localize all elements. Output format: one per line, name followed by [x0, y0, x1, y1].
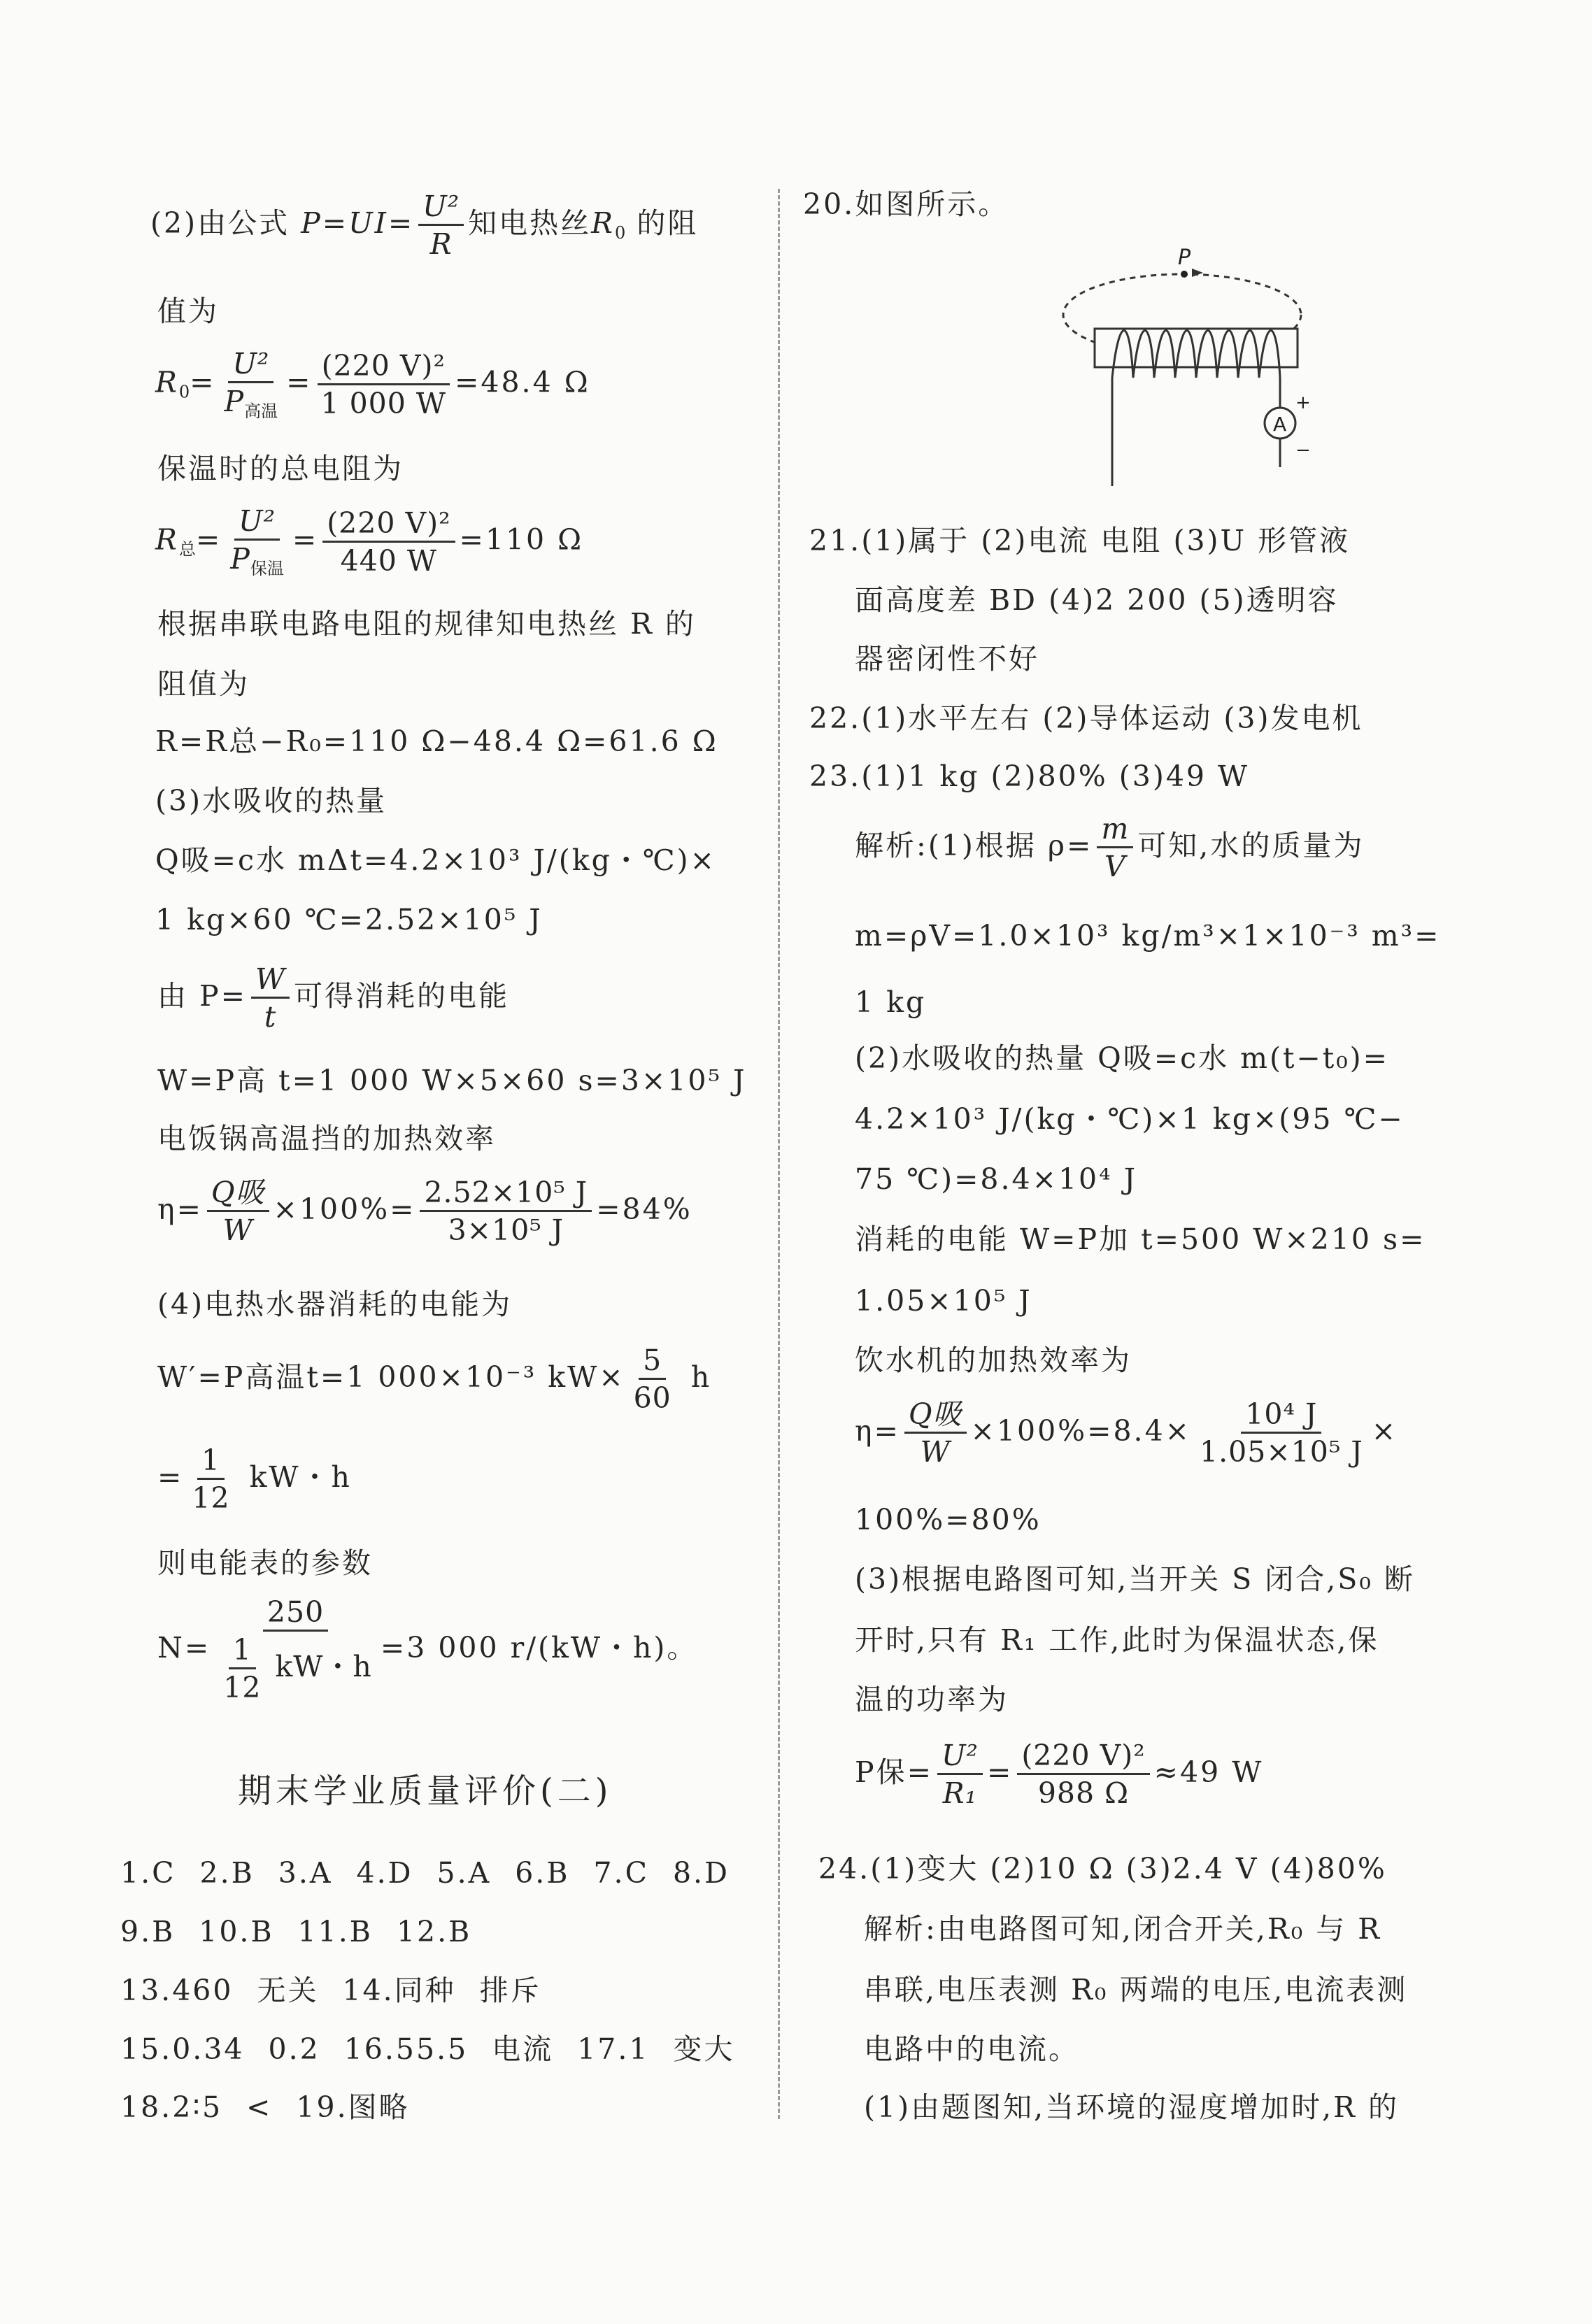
ammeter-label: A [1273, 413, 1287, 436]
point-p-label: P [1178, 245, 1191, 270]
minus-sign: − [1295, 440, 1311, 461]
line-text: 电饭锅高温挡的加热效率 [157, 1122, 496, 1155]
line-formula: R=R总−R₀=110 Ω−48.4 Ω=61.6 Ω [155, 725, 718, 758]
line-formula: m=ρV=1.0×10³ kg/m³×1×10⁻³ m³= [855, 919, 1441, 953]
line-text: (3)水吸收的热量 [155, 784, 388, 818]
line-q24: 24.(1)变大 (2)10 Ω (3)2.4 V (4)80% [818, 1852, 1387, 1885]
line-formula: 75 ℃)=8.4×10⁴ J [855, 1162, 1138, 1196]
answers-row-5: 18.2∶5 < 19.图略 [120, 2090, 410, 2124]
line-formula: W=P高 t=1 000 W×5×60 s=3×10⁵ J [157, 1064, 747, 1097]
line-power-formula: P保= $\frac{\text{U²}}{\text{R₁}}$ = $\frac{\text{(220 V)²}}{988 \Omega}$ ≈49 W [855, 1739, 1264, 1810]
line-formula-w-prime: W′=P高温t=1 000×10⁻³ kW× $\frac{5}{60}$ h [157, 1343, 712, 1415]
column-divider [778, 189, 780, 2119]
line-text: 值为 [157, 294, 219, 328]
line-text: 电路中的电流。 [864, 2032, 1079, 2066]
line-density-formula: 解析:(1)根据 ρ= $\frac{m}{V}$ 可知,水的质量为 [855, 812, 1365, 883]
plus-sign: + [1295, 392, 1311, 413]
left-column [0, 0, 776, 2324]
line-formula: 1 kg×60 ℃=2.52×10⁵ J [155, 903, 543, 936]
line-text: 饮水机的加热效率为 [855, 1343, 1132, 1377]
line-formula-w: 由 P= $\frac{W}{t}$ 可得消耗的电能 [157, 962, 510, 1034]
line-formula: (2)水吸收的热量 Q吸=c水 m(t−t₀)= [855, 1041, 1390, 1075]
line-text: 开时,只有 R₁ 工作,此时为保温状态,保 [855, 1623, 1379, 1657]
line-text: 根据串联电路电阻的规律知电热丝 R 的 [157, 607, 696, 641]
line-text: (1)由题图知,当环境的湿度增加时,R 的 [864, 2090, 1400, 2124]
line-q21: 21.(1)属于 (2)电流 电阻 (3)U 形管液 [809, 524, 1351, 557]
line-text: 面高度差 BD (4)2 200 (5)透明容 [855, 583, 1339, 617]
compass-point [1181, 271, 1188, 278]
line-formula: 100%=80% [855, 1503, 1042, 1537]
line-text: (3)根据电路图可知,当开关 S 闭合,S₀ 断 [855, 1562, 1415, 1596]
line-formula-n: N= 250 $\frac{1}{12}$ kW・h =3 000 r/(kW・h)。 [157, 1595, 698, 1704]
line-efficiency-formula: η= $\frac{\text{Q吸}}{W}$ ×100%=8.4× $\frac{\text{10⁴ J}}{\text{1.05×10⁵ J}}$ × [855, 1397, 1398, 1469]
fraction-u2-r: $\frac{\text{U²}}{R}$ [418, 192, 464, 259]
section-heading: 期末学业质量评价(二) [238, 1771, 613, 1811]
line-formula-power: (2)由公式 P=UI= $\frac{\text{U²}}{R}$ 知电热丝$R_0$ 的阻 [150, 190, 699, 261]
line-formula: 消耗的电能 W=P加 t=500 W×210 s= [855, 1222, 1426, 1256]
line-q20: 20.如图所示。 [803, 187, 1009, 221]
answers-row-4: 15.0.34 0.2 16.55.5 电流 17.1 变大 [120, 2032, 735, 2066]
line-formula: 1.05×10⁵ J [855, 1284, 1032, 1318]
line-text: 阻值为 [157, 667, 250, 701]
answers-row-2: 9.B 10.B 11.B 12.B [120, 1915, 472, 1948]
field-arrow-icon [1192, 269, 1203, 277]
line-q23: 23.(1)1 kg (2)80% (3)49 W [809, 760, 1250, 793]
right-column [783, 0, 1592, 2324]
line-text: 解析:由电路图可知,闭合开关,R₀ 与 R [864, 1912, 1382, 1946]
line-text: (4)电热水器消耗的电能为 [157, 1288, 513, 1321]
line-text: 则电能表的参数 [157, 1546, 373, 1580]
line-text: 串联,电压表测 R₀ 两端的电压,电流表测 [864, 1973, 1408, 2006]
line-text: 保温时的总电阻为 [157, 452, 404, 485]
line-formula-kwh: = $\frac{1}{12}$ kW・h [157, 1443, 352, 1515]
answers-row-1: 1.C 2.B 3.A 4.D 5.A 6.B 7.C 8.D [120, 1856, 730, 1890]
answers-row-3: 13.460 无关 14.同种 排斥 [120, 1974, 541, 2007]
line-text: 器密闭性不好 [855, 642, 1039, 676]
line-formula: 4.2×10³ J/(kg・℃)×1 kg×(95 ℃− [855, 1102, 1405, 1136]
line-formula-r-total: $R_总=$ $\frac{\text{U²}}{P_{保温}}$ = $\frac{\text{(220 V)²}}{440 W}$ =110 Ω [155, 504, 584, 578]
line-formula: 1 kg [855, 985, 927, 1019]
solenoid-figure [979, 245, 1371, 497]
line-formula-efficiency: η= $\frac{\text{Q吸}}{W}$ ×100%= $\frac{\text{2.52×10⁵ J}}{\text{3×10⁵ J}}$ =84% [157, 1176, 692, 1247]
line-q22: 22.(1)水平左右 (2)导体运动 (3)发电机 [809, 701, 1363, 735]
line-formula-r0: $R_0=$ $\frac{\text{U²}}{P_{高温}}$ = $\frac{\text{(220 V)²}}{1 000 W}$ =48.4 Ω [155, 347, 590, 421]
line-text: 温的功率为 [855, 1683, 1009, 1716]
line-formula: Q吸=c水 mΔt=4.2×10³ J/(kg・℃)× [155, 843, 717, 877]
